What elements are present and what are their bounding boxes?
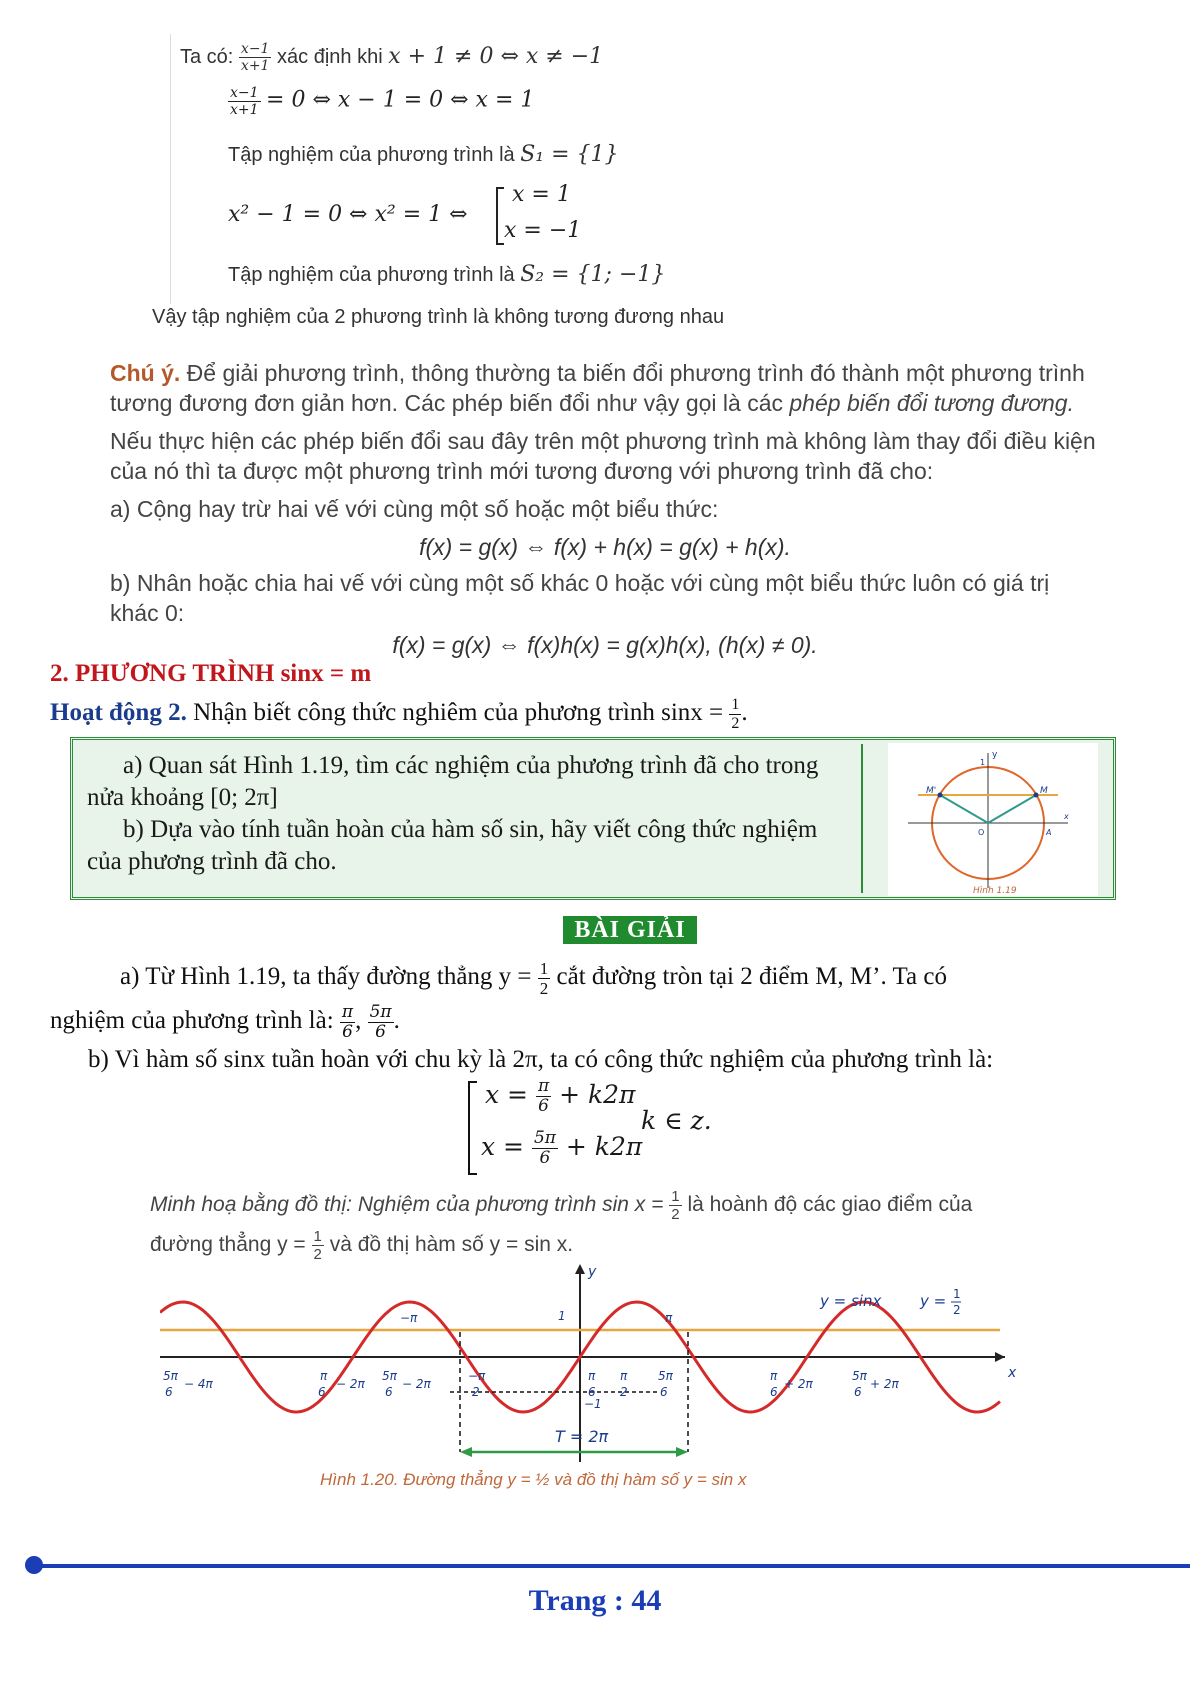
fig119-label-1: 1 (980, 758, 986, 767)
note-label: Chú ý. (110, 360, 181, 386)
math-eq1: = 0 ⇔ x − 1 = 0 ⇔ x = 1 (266, 87, 535, 113)
fig119-label-o: O (978, 828, 985, 837)
svg-text:− 4π: − 4π (184, 1377, 213, 1391)
math-s1: S₁ = {1} (520, 142, 619, 167)
note-p1 (110, 358, 1100, 418)
fig119-label-m: M (1040, 786, 1048, 796)
svg-text:2: 2 (620, 1385, 628, 1399)
svg-text:6: 6 (385, 1385, 393, 1399)
svg-text:2: 2 (472, 1385, 480, 1399)
solution-a-text2: cắt đường tròn tại 2 điểm M, M’. Ta có (556, 963, 948, 991)
activity-a: a) Quan sát Hình 1.19, tìm các nghiệm của phương trình đã cho trong nửa khoảng [0; 2π] (87, 752, 819, 811)
intro-c: đường thẳng y = (150, 1233, 306, 1256)
activity-questions (79, 744, 863, 893)
y-axis-arrow-icon (575, 1264, 585, 1274)
svg-text:+ 2π: + 2π (784, 1377, 813, 1391)
note-p1-text: Để giải phương trình, thông thường ta biến đổi phương trình đó thành một phương trình tương đương đơn giản hơn. Các phép biến đổi như vậy gọi là các (110, 360, 1085, 416)
fig119-label-y: y (992, 750, 998, 760)
svg-text:− 2π: − 2π (336, 1377, 365, 1391)
note-block (110, 358, 1100, 666)
curve-label: y = sinx (820, 1292, 882, 1310)
svg-text:− 2π: − 2π (402, 1377, 431, 1391)
svg-text:2: 2 (953, 1303, 961, 1317)
figure-1-19 (888, 743, 1098, 896)
left-rule (170, 34, 171, 304)
system-case-1: x = $\frac{\pi}{6}$ + k2π (485, 1076, 636, 1116)
fraction-half (538, 960, 551, 997)
line-domain (180, 42, 603, 73)
tick-labels (163, 1309, 900, 1411)
frac-den: x+1 (240, 58, 270, 74)
activity-box (70, 737, 1116, 900)
frac-num: 1 (731, 696, 740, 713)
intro-line1: Minh hoạ bằng đồ thị: Nghiệm của phương trình sin x = $\frac{1}{2}$ là hoành độ các giao điểm của (150, 1187, 973, 1223)
fraction-half (729, 697, 741, 732)
note-a: a) Cộng hay trừ hai vế với cùng một số hoặc một biểu thức: (110, 496, 719, 522)
solution-a-text3: nghiệm của phương trình là: (50, 1007, 334, 1035)
svg-text:π: π (770, 1369, 778, 1383)
x-label: x (1008, 1365, 1017, 1381)
svg-text:1: 1 (558, 1309, 566, 1323)
line-s1 (228, 142, 619, 167)
svg-text:π: π (588, 1369, 596, 1383)
frac-num: 1 (539, 959, 549, 978)
svg-text:π: π (665, 1311, 673, 1325)
svg-text:π: π (320, 1369, 328, 1383)
period-label: T = 2π (555, 1427, 609, 1446)
svg-text:6: 6 (318, 1385, 326, 1399)
sine-graph (160, 1262, 1030, 1502)
math-eq2: x² − 1 = 0 ⇔ x² = 1 ⇔ (228, 202, 468, 227)
y-label: y (588, 1264, 597, 1280)
svg-text:6: 6 (854, 1385, 862, 1399)
case-1: x = 1 (512, 182, 571, 207)
case1-tail: + k2π (559, 1080, 636, 1109)
activity-heading: Hoạt động 2. Nhận biết công thức nghiêm của phương trình sinx = $\frac{1}{2}$ . (50, 696, 748, 732)
text-xac-dinh: xác định khi (277, 45, 383, 68)
math-s2: S₂ = {1; −1} (520, 262, 666, 287)
figure120-caption: Hình 1.20. Đường thẳng y = ½ và đồ thị hàm số y = sin x (320, 1470, 747, 1489)
svg-text:6: 6 (770, 1385, 778, 1399)
text-solution-set: Tập nghiệm của phương trình là (228, 264, 515, 286)
intro-b: là hoành độ các giao điểm của (687, 1193, 973, 1216)
note-p1-em: phép biến đổi tương đương. (789, 390, 1074, 416)
text-ta-co: Ta có: (180, 45, 234, 68)
system-k: k ∈ z. (641, 1106, 712, 1135)
svg-text:6: 6 (588, 1385, 596, 1399)
svg-text:1: 1 (953, 1287, 961, 1301)
activity-text: Nhận biết công thức nghiêm của phương trình sinx = (193, 699, 724, 727)
figure120-intro (150, 1185, 1050, 1265)
svg-text:5π: 5π (382, 1369, 397, 1383)
fraction (228, 86, 261, 117)
solution-a-line1 (120, 960, 1120, 997)
line-label: y = (920, 1292, 947, 1310)
line-eq2 (228, 182, 648, 252)
sine-graph-svg (160, 1262, 1030, 1462)
note-b-formula: f(x) = g(x) ⇔ f(x)h(x) = g(x)h(x), (h(x) ≠ 0). (392, 632, 818, 658)
svg-text:5π: 5π (658, 1369, 673, 1383)
page-number: Trang : 44 (528, 1584, 662, 1617)
case-2: x = −1 (504, 218, 582, 243)
x-axis-arrow-icon (995, 1352, 1005, 1362)
fraction-pi-6: $\frac{\pi}{6}$ (341, 1002, 354, 1042)
frac-num: x−1 (230, 85, 259, 101)
svg-text:5π: 5π (163, 1369, 178, 1383)
note-p2: Nếu thực hiện các phép biến đổi sau đây trên một phương trình mà không làm thay đổi điều kiện của nó thì ta được một phương trình mới tương đương với phương trình đã cho: (110, 428, 1096, 484)
note-a-formula: f(x) = g(x) ⇔ f(x) + h(x) = g(x) + h(x). (419, 534, 791, 560)
case2-tail: + k2π (565, 1132, 643, 1161)
fig119-label-x: x (1064, 812, 1069, 821)
svg-text:6: 6 (660, 1385, 668, 1399)
frac-den: x+1 (230, 102, 259, 118)
svg-text:−1: −1 (584, 1397, 602, 1411)
intro-line2: đường thẳng y = $\frac{1}{2}$ và đồ thị hàm số y = sin x. (150, 1227, 574, 1263)
intro-d: và đồ thị hàm số y = sin x. (329, 1233, 574, 1256)
frac-den: 2 (539, 979, 549, 998)
line-conclusion: Vậy tập nghiệm của 2 phương trình là không tương đương nhau (152, 306, 725, 328)
svg-text:6: 6 (165, 1385, 173, 1399)
unit-circle-diagram (888, 743, 1098, 896)
solution-b: b) Vì hàm số sinx tuần hoàn với chu kỳ là 2π, ta có công thức nghiệm của phương trình là: (88, 1046, 994, 1073)
math-condition: x + 1 ≠ 0 ⇔ x ≠ −1 (388, 43, 604, 69)
text-solution-set: Tập nghiệm của phương trình là (228, 144, 515, 166)
frac-num: x−1 (240, 41, 270, 57)
footer-rule (30, 1564, 1190, 1568)
solution-a-line2: nghiệm của phương trình là: $\frac{\pi}{6}$ , $\frac{5\pi}{6}$ . (50, 1002, 400, 1042)
bracket-icon (465, 1080, 479, 1176)
solution-a-text1: a) Từ Hình 1.19, ta thấy đường thẳng y = (120, 963, 532, 991)
note-b: b) Nhân hoặc chia hai vế với cùng một số khác 0 hoặc với cùng một biểu thức luôn có giá trị khác 0: (110, 570, 1050, 626)
svg-text:5π: 5π (852, 1369, 867, 1383)
activity-b: b) Dựa vào tính tuần hoàn của hàm số sin, hãy viết công thức nghiệm của phương trình đã cho. (87, 816, 818, 875)
line-s2 (228, 262, 665, 287)
period-arrow-left-icon (460, 1447, 472, 1457)
frac-den: 2 (731, 715, 740, 732)
intro-a: Minh hoạ bằng đồ thị: Nghiệm của phương trình sin x = (150, 1193, 664, 1216)
fig119-label-a: A (1046, 828, 1052, 837)
fig119-caption: Hình 1.19 (973, 886, 1017, 896)
activity-label: Hoạt động 2. (50, 699, 187, 727)
svg-text:π: π (620, 1369, 628, 1383)
system-case-2: x = $\frac{5\pi}{6}$ + k2π (481, 1128, 643, 1168)
fig119-label-mprime: M' (926, 786, 937, 796)
svg-text:−π: −π (468, 1369, 486, 1383)
section-title: 2. PHƯƠNG TRÌNH sinx = m (50, 660, 372, 687)
solution-badge: BÀI GIẢI (563, 916, 697, 944)
svg-text:−π: −π (400, 1311, 418, 1325)
svg-text:+ 2π: + 2π (870, 1377, 899, 1391)
period-arrow-right-icon (676, 1447, 688, 1457)
fraction (239, 42, 272, 73)
line-eq1 (228, 86, 534, 117)
fraction-5pi-6: $\frac{5\pi}{6}$ (369, 1002, 392, 1042)
solution-system (465, 1078, 725, 1178)
